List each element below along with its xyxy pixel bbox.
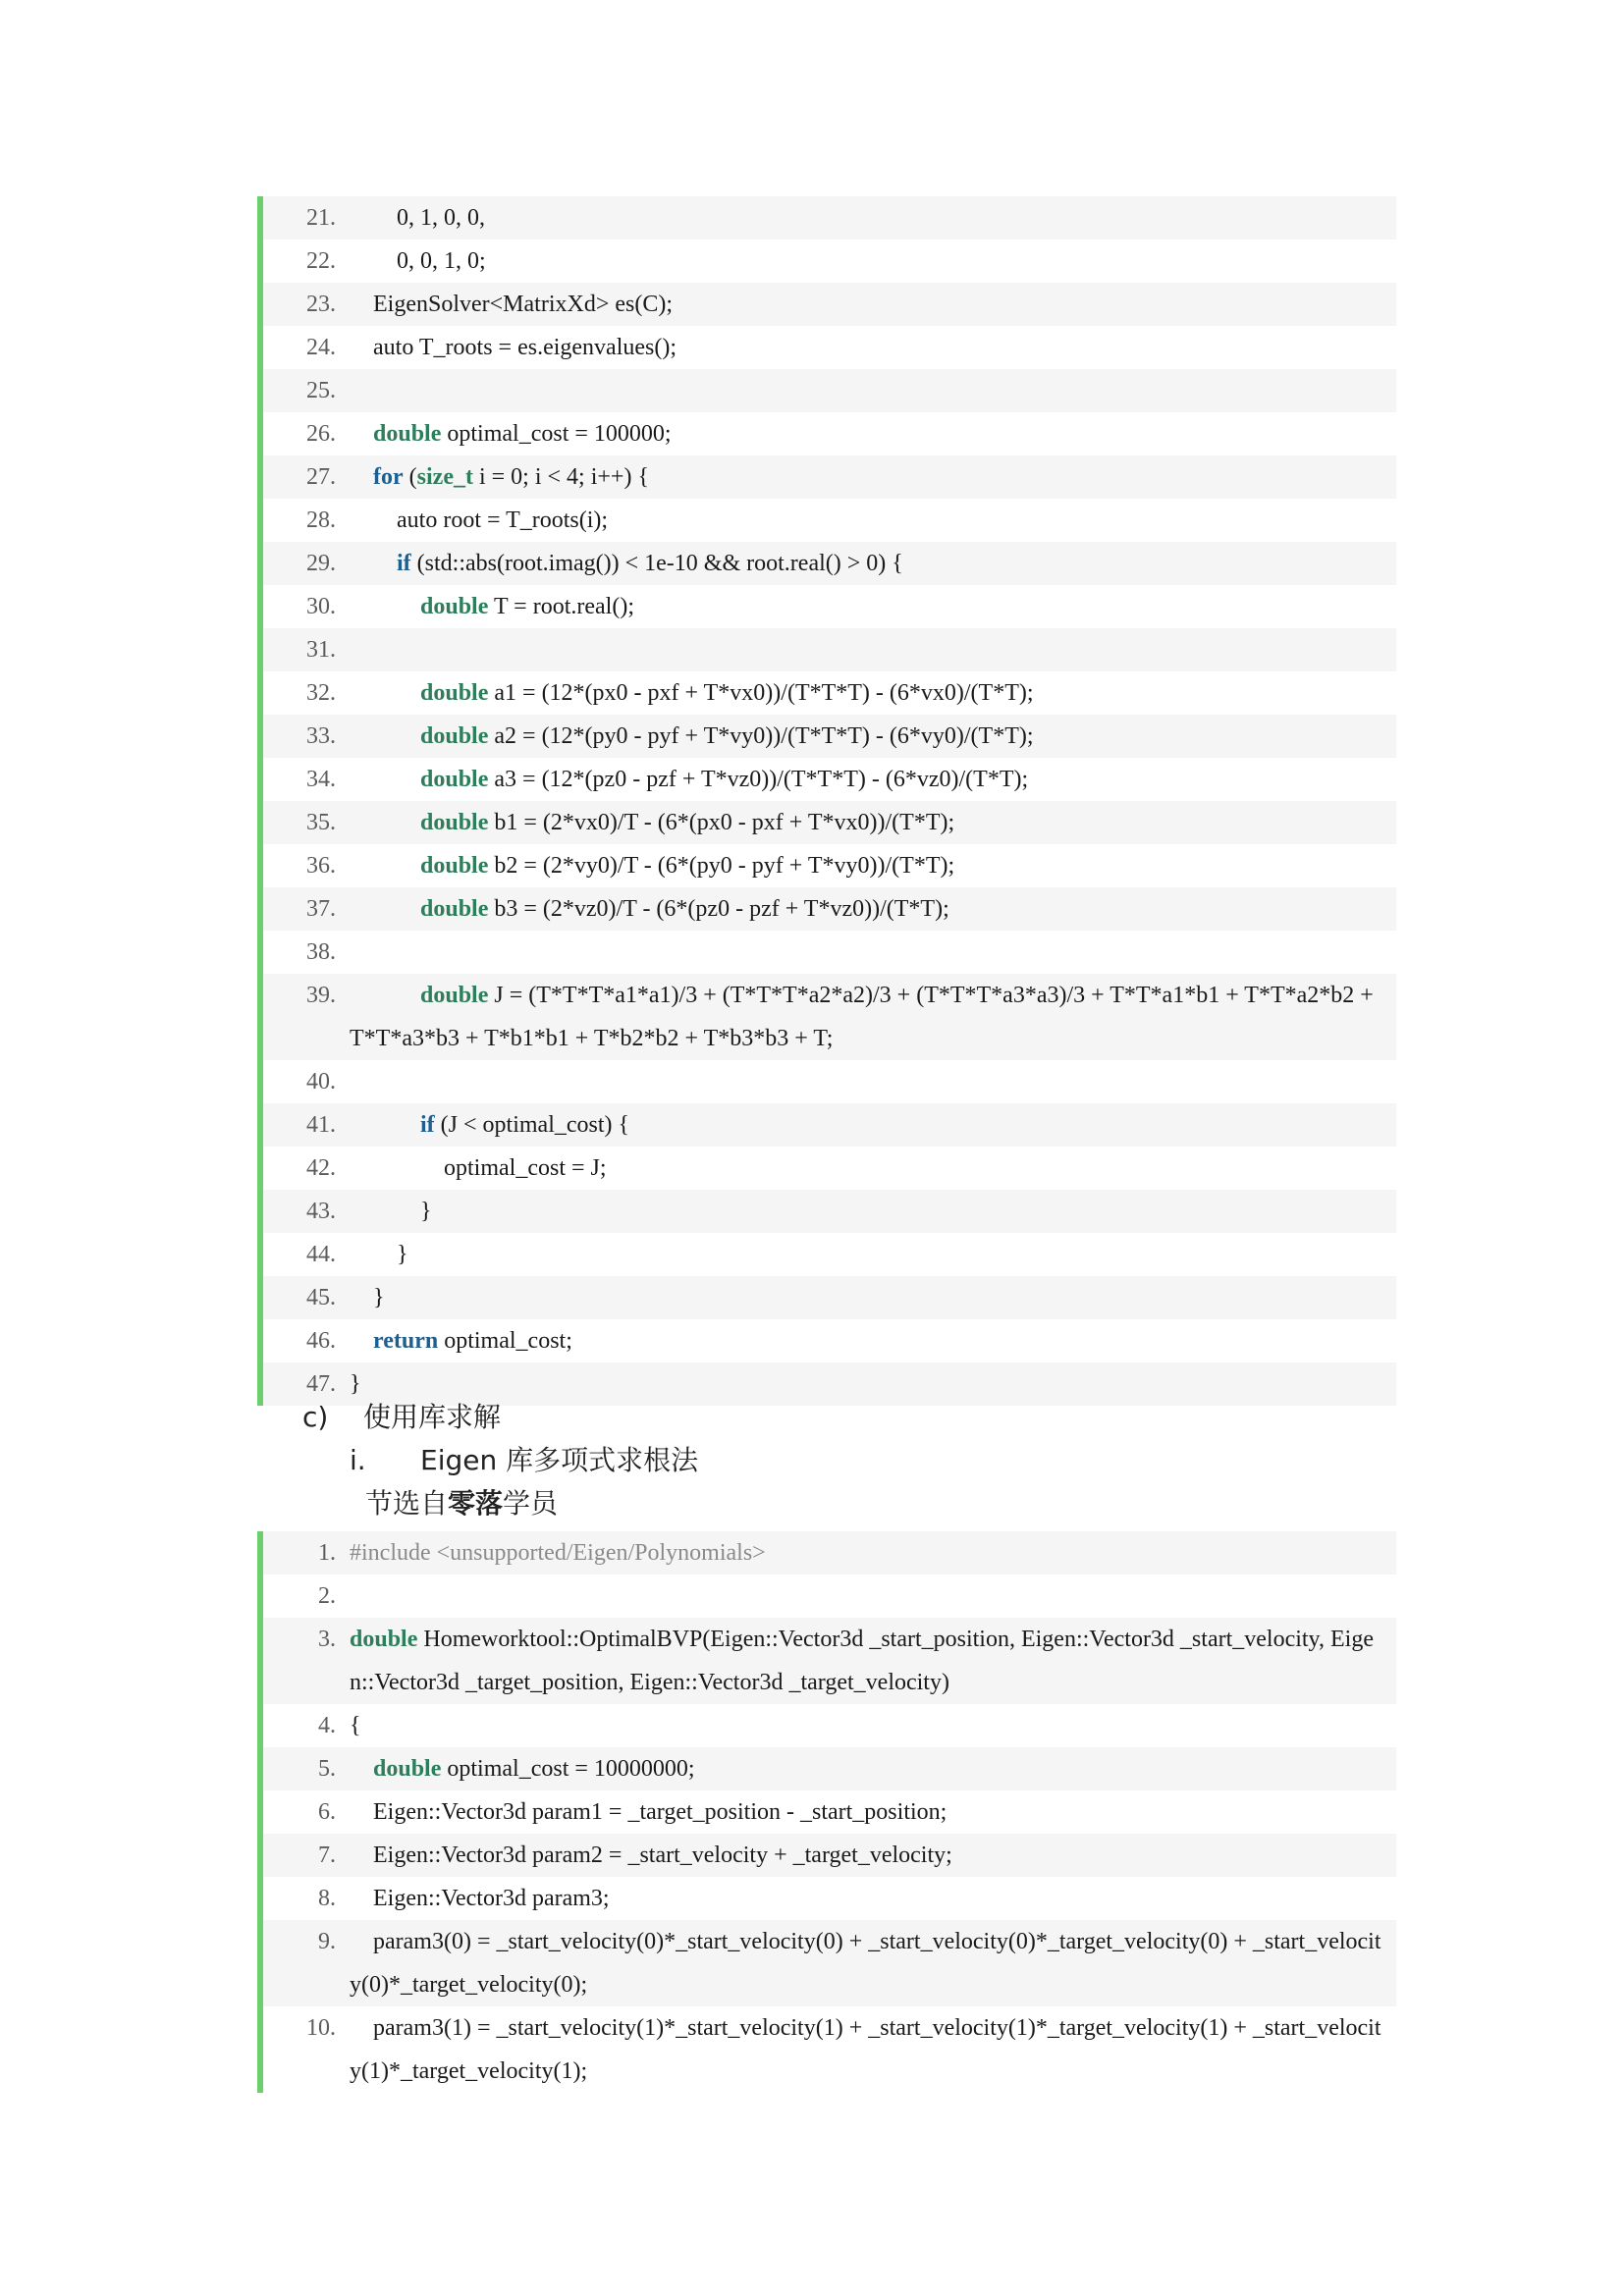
code-keyword: double (373, 1756, 442, 1782)
code-token (350, 594, 420, 619)
subsection-title-i: Eigen 库多项式求根法 (420, 1444, 699, 1476)
code-line (263, 1575, 1396, 1618)
code-token: J = (T*T*T*a1*a1)/3 + (T*T*T*a2*a2)/3 + (T*T*T*a3*a3)/3 + T*T*a1*b1 + T*T*a2*b2 + T*T*a3*b3 + T*b1*b1 + T*b2*b2 + T*b3*b3 + T; (350, 983, 1380, 1051)
code-keyword: double (350, 1627, 418, 1652)
code-token (350, 896, 420, 922)
code-text (336, 1704, 1396, 1747)
code-token (350, 723, 420, 749)
code-keyword: size_t (416, 464, 473, 490)
credit-suffix: 学员 (503, 1487, 559, 1520)
code-token (350, 421, 373, 447)
line-number: 47. (306, 1371, 336, 1397)
code-line (263, 801, 1396, 844)
code-text (336, 844, 1396, 887)
line-number: 21. (306, 205, 336, 231)
code-token (350, 1756, 373, 1782)
line-number: 46. (306, 1328, 336, 1354)
code-token: } (350, 1285, 385, 1310)
code-preprocessor: #include <unsupported/Eigen/Polynomials> (350, 1540, 766, 1566)
code-token (350, 983, 420, 1008)
code-line (263, 1790, 1396, 1834)
code-line (263, 1618, 1396, 1704)
code-keyword: double (420, 896, 489, 922)
code-token (350, 810, 420, 835)
subsection-heading-i (350, 1441, 698, 1480)
code-line (263, 283, 1396, 326)
code-token: (std::abs(root.imag()) < 1e-10 && root.real() > 0) { (410, 551, 903, 576)
line-number: 8. (318, 1886, 336, 1911)
code-text (336, 455, 1396, 499)
code-line (263, 1834, 1396, 1877)
code-line (263, 1103, 1396, 1147)
credit-line (365, 1484, 558, 1523)
code-line (263, 1920, 1396, 2006)
code-line (263, 369, 1396, 412)
code-line (263, 628, 1396, 671)
code-token: auto T_roots = es.eigenvalues(); (350, 335, 677, 360)
code-token: a3 = (12*(pz0 - pzf + T*vz0))/(T*T*T) - (6*vz0)/(T*T); (488, 767, 1029, 792)
code-token: Homeworktool::OptimalBVP(Eigen::Vector3d _start_position, Eigen::Vector3d _start_velocity, Eigen::Vector3d _target_position, Eigen::Vector3d _target_velocity) (350, 1627, 1374, 1695)
code-token: auto root = T_roots(i); (350, 507, 609, 533)
code-text (336, 499, 1396, 542)
line-number: 32. (306, 680, 336, 706)
line-number: 35. (306, 810, 336, 835)
code-line (263, 1147, 1396, 1190)
code-keyword: for (373, 464, 404, 490)
code-line (263, 974, 1396, 1060)
line-number: 29. (306, 551, 336, 576)
code-text (336, 542, 1396, 585)
credit-prefix: 节选自 (365, 1487, 449, 1520)
code-token (350, 1112, 420, 1138)
code-text (336, 585, 1396, 628)
code-text (336, 1834, 1396, 1877)
code-token (350, 853, 420, 879)
code-token: i = 0; i < 4; i++) { (472, 464, 649, 490)
code-token: } (350, 1371, 361, 1397)
code-line (263, 1531, 1396, 1575)
code-token: optimal_cost = 10000000; (441, 1756, 695, 1782)
line-number: 6. (318, 1799, 336, 1825)
code-keyword: double (420, 767, 489, 792)
code-text (336, 1531, 1396, 1575)
code-text (336, 887, 1396, 931)
line-number: 31. (306, 637, 336, 663)
code-keyword: double (420, 810, 489, 835)
code-token: b2 = (2*vy0)/T - (6*(py0 - pyf + T*vy0))/(T*T); (488, 853, 955, 879)
code-keyword: if (420, 1112, 435, 1138)
line-number: 2. (318, 1583, 336, 1609)
code-token: param3(1) = _start_velocity(1)*_start_velocity(1) + _start_velocity(1)*_target_velocity(1) + _start_velocity(1)*_target_velocity(1); (350, 2015, 1381, 2084)
code-text (336, 1190, 1396, 1233)
code-keyword: if (397, 551, 411, 576)
line-number: 43. (306, 1199, 336, 1224)
line-number: 42. (306, 1155, 336, 1181)
code-token (350, 551, 397, 576)
code-keyword: double (420, 723, 489, 749)
code-line (263, 1877, 1396, 1920)
code-token: 0, 0, 1, 0; (350, 248, 486, 274)
code-token: b1 = (2*vx0)/T - (6*(px0 - pxf + T*vx0))/(T*T); (488, 810, 955, 835)
line-number: 40. (306, 1069, 336, 1095)
code-line (263, 1704, 1396, 1747)
code-line (263, 585, 1396, 628)
code-line (263, 715, 1396, 758)
line-number: 37. (306, 896, 336, 922)
code-token: ( (403, 464, 417, 490)
code-token (350, 1328, 373, 1354)
line-number: 5. (318, 1756, 336, 1782)
line-number: 9. (318, 1929, 336, 1954)
code-token (350, 464, 373, 490)
code-token: optimal_cost; (438, 1328, 572, 1354)
code-line (263, 196, 1396, 240)
line-number: 3. (318, 1627, 336, 1652)
code-token: b3 = (2*vz0)/T - (6*(pz0 - pzf + T*vz0))/(T*T); (488, 896, 949, 922)
code-line (263, 412, 1396, 455)
code-line (263, 455, 1396, 499)
code-token: } (350, 1199, 432, 1224)
code-text (336, 715, 1396, 758)
code-line (263, 1190, 1396, 1233)
line-number: 23. (306, 292, 336, 317)
line-number: 10. (306, 2015, 336, 2041)
line-number: 38. (306, 939, 336, 965)
line-number: 30. (306, 594, 336, 619)
code-text (336, 1276, 1396, 1319)
code-token: optimal_cost = J; (350, 1155, 607, 1181)
code-text (336, 283, 1396, 326)
section-heading-c (302, 1398, 501, 1437)
code-text (336, 671, 1396, 715)
line-number: 22. (306, 248, 336, 274)
code-text (336, 1319, 1396, 1362)
line-number: 39. (306, 983, 336, 1008)
subsection-label-i: i. (350, 1444, 366, 1476)
code-line (263, 1276, 1396, 1319)
code-keyword: double (420, 680, 489, 706)
code-line (263, 499, 1396, 542)
line-number: 28. (306, 507, 336, 533)
code-line (263, 542, 1396, 585)
code-text (336, 2006, 1396, 2093)
code-line (263, 844, 1396, 887)
line-number: 36. (306, 853, 336, 879)
line-number: 24. (306, 335, 336, 360)
line-number: 26. (306, 421, 336, 447)
code-token: Eigen::Vector3d param3; (350, 1886, 610, 1911)
code-line (263, 1233, 1396, 1276)
code-token: { (350, 1713, 361, 1738)
code-token: Eigen::Vector3d param2 = _start_velocity + _target_velocity; (350, 1842, 952, 1868)
credit-author: 零落 (448, 1487, 504, 1520)
code-token: (J < optimal_cost) { (434, 1112, 630, 1138)
line-number: 1. (318, 1540, 336, 1566)
code-keyword: double (373, 421, 442, 447)
line-number: 33. (306, 723, 336, 749)
code-text (336, 326, 1396, 369)
code-token: param3(0) = _start_velocity(0)*_start_velocity(0) + _start_velocity(0)*_target_velocity(0) + _start_velocity(0)*_target_velocity(0); (350, 1929, 1381, 1998)
code-line (263, 326, 1396, 369)
code-block-2 (257, 1531, 1396, 2093)
code-line (263, 2006, 1396, 2093)
code-token: Eigen::Vector3d param1 = _target_position - _start_position; (350, 1799, 947, 1825)
line-number: 4. (318, 1713, 336, 1738)
code-line (263, 887, 1396, 931)
code-text (336, 1233, 1396, 1276)
code-line (263, 671, 1396, 715)
code-line (263, 240, 1396, 283)
code-line (263, 1319, 1396, 1362)
line-number: 44. (306, 1242, 336, 1267)
code-token (350, 767, 420, 792)
line-number: 45. (306, 1285, 336, 1310)
code-line (263, 1060, 1396, 1103)
code-text (336, 412, 1396, 455)
code-token: optimal_cost = 100000; (441, 421, 672, 447)
code-text (336, 758, 1396, 801)
code-keyword: double (420, 594, 489, 619)
code-text (336, 1103, 1396, 1147)
code-token: T = root.real(); (488, 594, 634, 619)
section-label-c: c) (302, 1401, 329, 1433)
code-token: 0, 1, 0, 0, (350, 205, 485, 231)
code-token: a1 = (12*(px0 - pxf + T*vx0))/(T*T*T) - (6*vx0)/(T*T); (488, 680, 1034, 706)
line-number: 41. (306, 1112, 336, 1138)
code-keyword: return (373, 1328, 439, 1354)
line-number: 34. (306, 767, 336, 792)
code-token (350, 680, 420, 706)
code-text (336, 1790, 1396, 1834)
code-text (336, 240, 1396, 283)
code-token: EigenSolver<MatrixXd> es(C); (350, 292, 674, 317)
code-text (336, 1147, 1396, 1190)
line-number: 7. (318, 1842, 336, 1868)
code-token: a2 = (12*(py0 - pyf + T*vy0))/(T*T*T) - (6*vy0)/(T*T); (488, 723, 1034, 749)
section-title-c: 使用库求解 (363, 1401, 502, 1433)
code-keyword: double (420, 853, 489, 879)
code-keyword: double (420, 983, 489, 1008)
code-text (336, 1877, 1396, 1920)
code-line (263, 1747, 1396, 1790)
line-number: 27. (306, 464, 336, 490)
code-text (336, 196, 1396, 240)
code-text (336, 1618, 1396, 1704)
code-token: } (350, 1242, 408, 1267)
line-number: 25. (306, 378, 336, 403)
code-text (336, 974, 1396, 1060)
code-block-1 (257, 196, 1396, 1406)
code-text (336, 1920, 1396, 2006)
code-text (336, 801, 1396, 844)
code-text (336, 1747, 1396, 1790)
code-line (263, 931, 1396, 974)
code-line (263, 758, 1396, 801)
